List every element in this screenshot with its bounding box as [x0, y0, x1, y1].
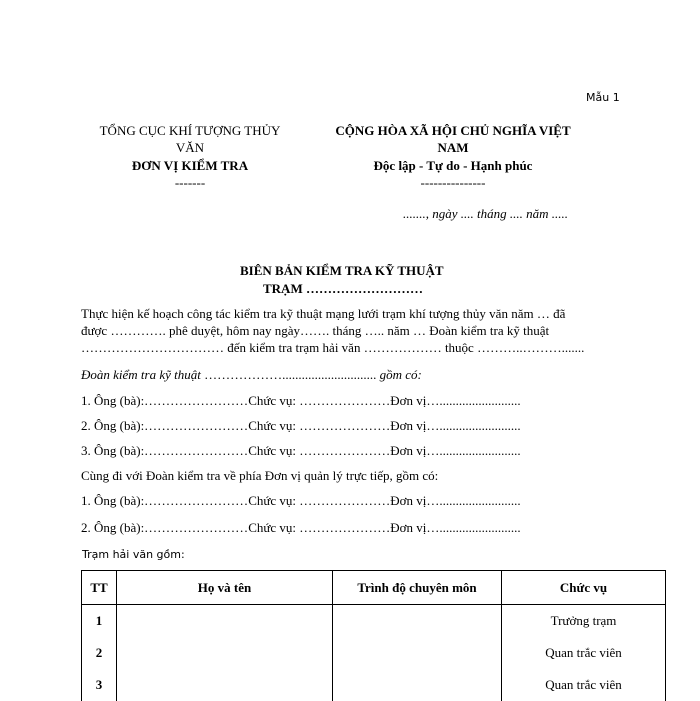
table-row: [82, 605, 666, 638]
inspection-team-line: [81, 367, 422, 383]
row-number: 3: [82, 669, 117, 701]
nation-name-line2: NAM: [437, 140, 469, 155]
accompany-role: Chức vụ: …………………: [248, 493, 391, 508]
row-name-cell: [117, 669, 333, 701]
national-motto: Độc lập - Tự do - Hạnh phúc: [373, 158, 533, 173]
row-number: 1: [82, 605, 117, 638]
nation-name-line1: CỘNG HÒA XÃ HỘI CHỦ NGHĨA VIỆT: [335, 123, 571, 138]
document-title: BIÊN BẢN KIỂM TRA KỸ THUẬT: [240, 263, 444, 278]
intro-line-1: Thực hiện kế hoạch công tác kiểm tra kỹ thuật mạng lưới trạm khí tượng thủy văn năm … đã: [81, 306, 566, 321]
column-header-qualification: Trình độ chuyên môn: [333, 571, 502, 605]
agency-name-line1: TỔNG CỤC KHÍ TƯỢNG THỦY: [99, 123, 281, 138]
row-qualification-cell: [333, 637, 502, 669]
inspector-person: 2. Ông (bà):……………………: [81, 418, 249, 433]
row-number: 2: [82, 637, 117, 669]
column-header-position: Chức vụ: [502, 571, 666, 605]
station-staff-intro: Trạm hải văn gồm:: [82, 548, 185, 561]
motto-divider: ---------------: [420, 175, 486, 190]
row-name-cell: [117, 605, 333, 638]
accompany-intro: Cùng đi với Đoàn kiểm tra về phía Đơn vị quản lý trực tiếp, gồm có:: [81, 468, 439, 483]
agency-name-line2: VĂN: [175, 140, 205, 155]
row-position-cell: Quan trắc viên: [502, 669, 666, 701]
accompany-row: [81, 493, 521, 509]
inspector-role: Chức vụ: …………………: [248, 418, 391, 433]
row-name-cell: [117, 637, 333, 669]
accompany-unit: Đơn vị….........................: [390, 493, 521, 508]
team-suffix: gồm có:: [376, 367, 422, 382]
inspector-unit: Đơn vị….........................: [390, 443, 521, 458]
nation-header: [303, 123, 603, 191]
inspection-unit: ĐƠN VỊ KIỂM TRA: [131, 158, 249, 173]
inspector-unit: Đơn vị….........................: [390, 393, 521, 408]
team-label: Đoàn kiểm tra kỹ thuật: [81, 367, 201, 382]
inspector-row: [81, 393, 521, 409]
intro-line-2: được …………. phê duyệt, hôm nay ngày……. tháng ….. năm … Đoàn kiểm tra kỹ thuật: [81, 323, 550, 338]
inspector-row: [81, 443, 521, 459]
row-qualification-cell: [333, 605, 502, 638]
station-staff-table: [81, 570, 666, 701]
team-dots: ……………….............................: [204, 367, 377, 382]
agency-divider: -------: [174, 175, 206, 190]
table-row: [82, 669, 666, 701]
inspector-person: 3. Ông (bà):……………………: [81, 443, 249, 458]
inspector-role: Chức vụ: …………………: [248, 443, 391, 458]
accompany-role: Chức vụ: …………………: [248, 520, 391, 535]
station-title: TRẠM ………………………: [263, 281, 423, 296]
table-header-row: [82, 571, 666, 605]
intro-line-3: …………………………… đến kiểm tra trạm hải văn ……………… thuộc ………..……….......: [81, 340, 585, 355]
row-position-cell: Quan trắc viên: [502, 637, 666, 669]
inspector-unit: Đơn vị….........................: [390, 418, 521, 433]
accompany-person: 1. Ông (bà):……………………: [81, 493, 249, 508]
date-line: ......., ngày .... tháng .... năm .....: [403, 206, 569, 221]
column-header-name: Họ và tên: [117, 571, 333, 605]
row-position-cell: Trưởng trạm: [502, 605, 666, 638]
table-row: [82, 637, 666, 669]
row-qualification-cell: [333, 669, 502, 701]
agency-header: [80, 123, 300, 191]
inspector-person: 1. Ông (bà):……………………: [81, 393, 249, 408]
column-header-no: TT: [82, 571, 117, 605]
inspector-row: [81, 418, 521, 434]
inspector-role: Chức vụ: …………………: [248, 393, 391, 408]
accompany-person: 2. Ông (bà):……………………: [81, 520, 249, 535]
form-number: Mẫu 1: [586, 91, 620, 104]
accompany-unit: Đơn vị….........................: [390, 520, 521, 535]
accompany-row: [81, 520, 521, 536]
